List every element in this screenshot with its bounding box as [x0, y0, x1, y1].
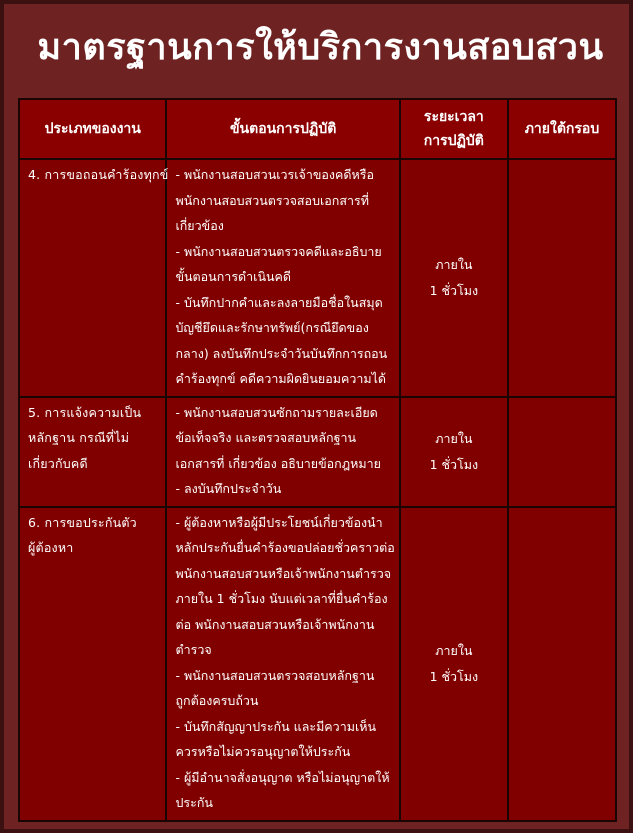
- type-line: หลักฐาน กรณีที่ไม่: [28, 430, 130, 445]
- step-line: - พนักงานสอบสวนตรวจสอบหลักฐาน: [175, 667, 375, 683]
- step-line: ประกัน: [175, 795, 213, 810]
- header-type: ประเภทของงาน: [19, 99, 166, 159]
- duration-line1: ภายใน: [435, 431, 473, 446]
- step-line: กลาง) ลงบันทึกประจำวันบันทึกการถอน: [175, 345, 388, 361]
- step-line: ขั้นตอนการดำเนินคดี: [175, 269, 292, 284]
- header-duration-line2: การปฏิบัติ: [423, 133, 484, 149]
- type-cell: [19, 397, 166, 507]
- duration-line1: ภายใน: [435, 257, 473, 273]
- step-line: - บันทึกสัญญาประกัน และมีความเห็น: [175, 718, 377, 734]
- type-line: 4. การขอถอนคำร้องทุกข์: [28, 167, 169, 182]
- table-header-row: [19, 99, 616, 159]
- header-duration-line1: ระยะเวลา: [423, 109, 484, 125]
- step-line: ควรหรือไม่ควรอนุญาตให้ประกัน: [175, 744, 351, 759]
- duration-cell: [400, 507, 508, 821]
- header-within: ภายใต้กรอบ: [508, 99, 616, 159]
- steps-cell: [166, 507, 399, 821]
- step-line: บัญชียึดและรักษาทรัพย์(กรณียึดของ: [175, 320, 369, 335]
- step-line: - พนักงานสอบสวนซักถามรายละเอียด: [175, 404, 378, 420]
- type-line: เกี่ยวกับคดี: [28, 455, 88, 471]
- step-line: ข้อเท็จจริง และตรวจสอบหลักฐาน: [175, 430, 357, 445]
- step-line: - บันทึกปากคำและลงลายมือชื่อในสมุด: [175, 294, 383, 310]
- duration-line1: ภายใน: [435, 643, 473, 658]
- step-line: พนักงานสอบสวนหรือเจ้าพนักงานตำรวจ: [175, 565, 392, 581]
- duration-line2: 1 ชั่วโมง: [429, 282, 479, 298]
- within-cell: [508, 397, 616, 507]
- step-line: - ผู้มีอำนาจสั่งอนุญาต หรือไม่อนุญาตให้: [175, 769, 390, 785]
- duration-line2: 1 ชั่วโมง: [429, 456, 479, 472]
- step-line: - พนักงานสอบสวนเวรเจ้าของคดีหรือ: [175, 167, 374, 182]
- page-title: มาตรฐานการให้บริการงานสอบสวน: [37, 27, 604, 68]
- type-cell: [19, 507, 166, 821]
- within-cell: [508, 159, 616, 397]
- step-line: เอกสารที่ เกี่ยวข้อง อธิบายข้อกฎหมาย: [175, 455, 381, 471]
- type-line: 6. การขอประกันตัว: [28, 514, 137, 530]
- steps-cell: [166, 159, 399, 397]
- table-row: [19, 507, 616, 821]
- table-row: [19, 397, 616, 507]
- type-line: 5. การแจ้งความเป็น: [28, 404, 142, 420]
- type-line: ผู้ต้องหา: [28, 540, 74, 555]
- header-duration: [400, 99, 508, 159]
- step-line: หลักประกันยื่นคำร้องขอปล่อยชั่วคราวต่อ: [175, 540, 395, 555]
- step-line: ต่อ พนักงานสอบสวนหรือเจ้าพนักงาน: [175, 616, 375, 632]
- service-standard-table: [18, 98, 617, 822]
- within-cell: [508, 507, 616, 821]
- step-line: - พนักงานสอบสวนตรวจคดีและอธิบาย: [175, 243, 382, 259]
- step-line: - ผู้ต้องหาหรือผู้มีประโยชน์เกี่ยวข้องนำ: [175, 514, 383, 530]
- step-line: ตำรวจ: [175, 642, 212, 657]
- steps-cell: [166, 397, 399, 507]
- type-cell: [19, 159, 169, 397]
- step-line: คำร้องทุกข์ คดีความผิดยินยอมความได้: [175, 371, 387, 386]
- step-line: ถูกต้องครบถ้วน: [175, 693, 259, 708]
- duration-cell: [400, 159, 508, 397]
- step-line: - ลงบันทึกประจำวัน: [175, 481, 282, 496]
- table-row: [19, 159, 616, 397]
- step-line: ภายใน 1 ชั่วโมง นับแต่เวลาที่ยื่นคำร้อง: [175, 591, 388, 606]
- header-steps: ขั้นตอนการปฏิบัติ: [166, 99, 399, 159]
- step-line: พนักงานสอบสวนตรวจสอบเอกสารที่: [175, 192, 369, 208]
- step-line: เกี่ยวข้อง: [175, 218, 224, 233]
- duration-line2: 1 ชั่วโมง: [429, 668, 479, 684]
- duration-cell: [400, 397, 508, 507]
